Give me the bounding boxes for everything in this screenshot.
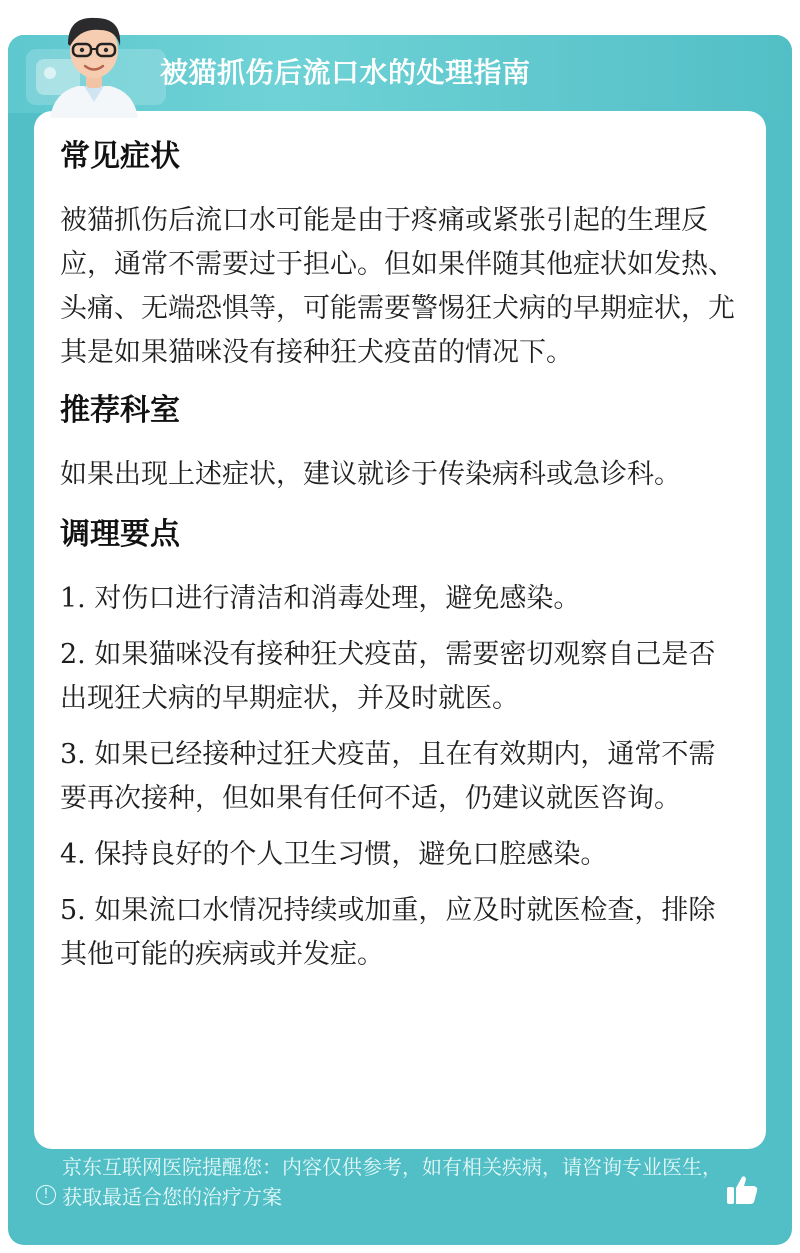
symptoms-text: 被猫抓伤后流口水可能是由于疼痛或紧张引起的生理反应，通常不需要过于担心。但如果伴随其他症状如发热、头痛、无端恐惧等，可能需要警惕狂犬病的早期症状，尤其是如果猫咪没有接种狂犬疫苗的情况下。 bbox=[60, 205, 735, 368]
list-item-text: 保持良好的个人卫生习惯，避免口腔感染。 bbox=[94, 839, 608, 870]
list-item-text: 如果已经接种过狂犬疫苗，且在有效期内，通常不需要再次接种，但如果有任何不适，仍建议就医咨询。 bbox=[60, 739, 716, 814]
content-card bbox=[34, 111, 766, 1149]
list-item bbox=[60, 733, 740, 821]
list-item bbox=[60, 833, 740, 877]
list-item-text: 如果流口水情况持续或加重，应及时就医检查，排除其他可能的疾病或并发症。 bbox=[60, 895, 716, 970]
list-item bbox=[60, 577, 740, 621]
section-title-care-points: 调理要点 bbox=[60, 517, 180, 552]
list-item bbox=[60, 889, 740, 977]
section-title-department: 推荐科室 bbox=[60, 393, 180, 428]
list-item-number: 1. bbox=[60, 583, 86, 614]
list-item-number: 4. bbox=[60, 839, 86, 870]
department-text: 如果出现上述症状，建议就诊于传染病科或急诊科。 bbox=[60, 459, 681, 490]
list-item-text: 如果猫咪没有接种狂犬疫苗，需要密切观察自己是否出现狂犬病的早期症状，并及时就医。 bbox=[60, 639, 716, 714]
list-item-number: 3. bbox=[60, 739, 86, 770]
list-item-number: 5. bbox=[60, 895, 86, 926]
thumbs-up-icon[interactable] bbox=[724, 1172, 760, 1208]
footer-disclaimer: 京东互联网医院提醒您：内容仅供参考，如有相关疾病，请咨询专业医生，获取最适合您的治疗方案 bbox=[62, 1155, 722, 1209]
doctor-avatar bbox=[40, 6, 148, 118]
list-item-number: 2. bbox=[60, 639, 86, 670]
page-title: 被猫抓伤后流口水的处理指南 bbox=[160, 56, 531, 89]
section-title-symptoms: 常见症状 bbox=[60, 139, 180, 174]
list-item bbox=[60, 633, 740, 721]
list-item-text: 对伤口进行清洁和消毒处理，避免感染。 bbox=[94, 583, 581, 614]
info-icon: ! bbox=[36, 1185, 56, 1205]
